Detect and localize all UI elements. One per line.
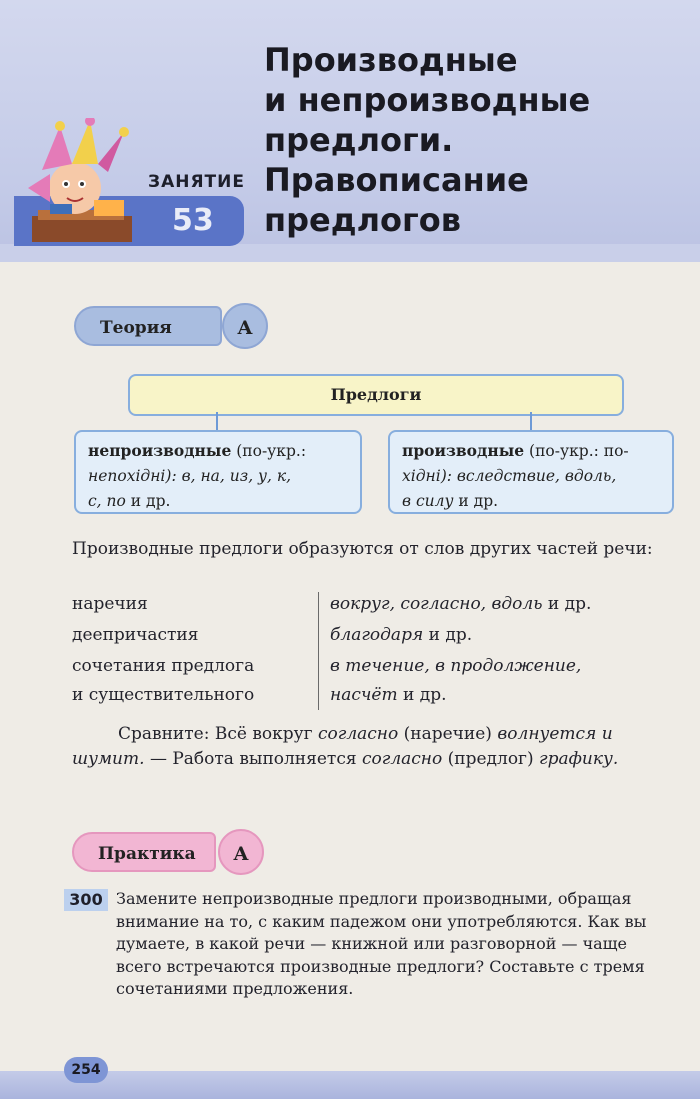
examples-row xyxy=(330,654,670,679)
box-text: и др. xyxy=(453,492,499,510)
tail: и др. xyxy=(397,685,447,705)
practice-level-badge: А xyxy=(218,829,264,875)
theory-level-badge: А xyxy=(222,303,268,349)
examples: насчёт xyxy=(330,685,398,705)
examples-row xyxy=(330,683,670,708)
box-text: (по-укр.: по- xyxy=(524,442,629,460)
title-line: Производные xyxy=(264,41,518,79)
practice-section-tag: Практика xyxy=(72,832,216,872)
header-strip xyxy=(0,244,700,262)
title-line: Правописание xyxy=(264,161,529,199)
diagram-root-box: Предлоги xyxy=(128,374,624,416)
title-line: предлоги. xyxy=(264,121,454,159)
text: Сравните: Всё вокруг xyxy=(118,724,318,744)
examples: ): вследствие, вдоль, xyxy=(440,467,617,485)
diagram-box-nonderived xyxy=(74,430,362,514)
exercise-number: 300 xyxy=(64,889,108,911)
jester-mascot-illustration xyxy=(20,118,140,246)
source-label: сочетания предлога xyxy=(72,656,255,676)
page-number: 254 xyxy=(64,1057,108,1083)
examples-row xyxy=(330,592,670,617)
examples: в силу xyxy=(402,492,454,510)
examples: ): в, на, из, у, к, xyxy=(165,467,292,485)
examples: благодаря xyxy=(330,625,424,645)
theory-section-tag: Теория xyxy=(74,306,222,346)
term-derived: производные xyxy=(402,441,525,460)
examples: вокруг, согласно, вдоль xyxy=(330,594,543,614)
exercise-text: Замените непроизводные предлоги производными, обращая внимание на то, с каким падежом они употребляются. Как вы думаете, в какой речи — книжной или разговорной — чаще всего встречаются производные предлоги? Составьте с тремя сочетаниями предложения. xyxy=(116,889,647,998)
connector-line xyxy=(530,412,532,430)
examples: в течение, в продолжение, xyxy=(330,656,582,676)
intro-paragraph: Производные предлоги образуются от слов других частей речи: xyxy=(72,539,653,559)
italic-word: согласно xyxy=(361,749,443,769)
italic-word: графику. xyxy=(539,749,619,769)
ukr-term: хідні xyxy=(402,467,441,485)
italic-word: согласно xyxy=(317,724,399,744)
source-label: и существительного xyxy=(72,685,255,705)
examples: с, по xyxy=(88,492,126,510)
connector-line xyxy=(216,412,218,430)
diagram-box-derived xyxy=(388,430,674,514)
compare-paragraph xyxy=(72,722,672,772)
box-text: и др. xyxy=(125,492,171,510)
column-divider xyxy=(318,592,319,710)
box-text: (по-укр.: xyxy=(231,442,307,460)
lesson-number: 53 xyxy=(172,203,214,238)
page-title xyxy=(264,40,684,240)
ukr-term: непохідні xyxy=(88,467,166,485)
title-line: и непроизводные xyxy=(264,81,591,119)
tail: и др. xyxy=(542,594,592,614)
italic-word: волнуется и шумит. xyxy=(72,724,613,769)
term-nonderived: непроизводные xyxy=(88,441,232,460)
title-line: предлогов xyxy=(264,201,461,239)
source-label: наречия xyxy=(72,594,148,614)
lesson-label: ЗАНЯТИЕ xyxy=(148,172,245,192)
text: (предлог) xyxy=(442,749,540,769)
examples-row xyxy=(330,623,670,648)
text: (наречие) xyxy=(398,724,498,744)
tail: и др. xyxy=(423,625,473,645)
source-label: деепричастия xyxy=(72,625,199,645)
text: — Работа выполняется xyxy=(144,749,362,769)
